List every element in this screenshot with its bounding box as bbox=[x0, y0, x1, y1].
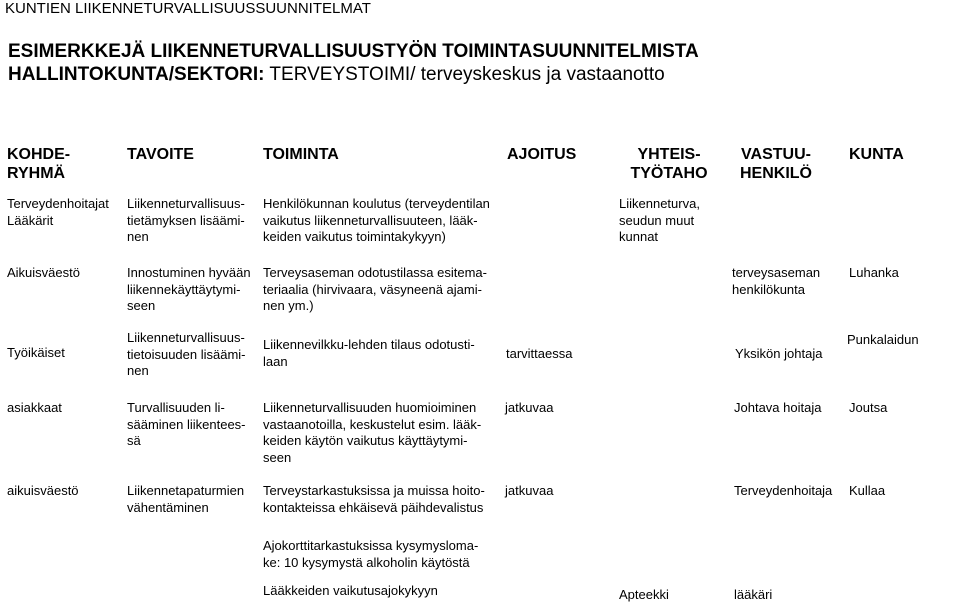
row1-toiminta: Henkilökunnan koulutus (terveydentilan vaikutus liikenneturvallisuuteen, lääk- keiden vaikutus toimintakykyyn) bbox=[263, 196, 490, 244]
row3-tavoite: Liikenneturvallisuus- tietoisuuden lisäämi- nen bbox=[127, 330, 246, 378]
row4-vastuuhenkilo: Johtava hoitaja bbox=[734, 400, 822, 415]
header-ajoitus: AJOITUS bbox=[507, 146, 577, 163]
row2-kohderyhma: Aikuisväestö bbox=[7, 265, 80, 280]
document-title: ESIMERKKEJÄ LIIKENNETURVALLISUUSTYÖN TOIMINTASUUNNITELMISTA bbox=[8, 41, 699, 62]
row5-vastuuhenkilo-3: lääkäri bbox=[734, 587, 773, 602]
row4-toiminta: Liikenneturvallisuuden huomioiminen vastaanotoilla, keskustelut esim. lääk- keiden käytön vaikutus käyttäytymi- seen bbox=[263, 400, 482, 465]
row2-tavoite: Innostuminen hyvään liikennekäyttäytymi- seen bbox=[127, 265, 251, 313]
row2-toiminta: Terveysaseman odotustilassa esitema- teriaalia (hirvivaara, väsyneenä ajami- nen ym.) bbox=[263, 265, 487, 313]
row5-toiminta-3: Lääkkeiden vaikutusajokykyyn bbox=[263, 583, 438, 598]
header-vastuuhenkilo: VASTUU- HENKILÖ bbox=[740, 146, 812, 182]
header-yhteistyotaho: YHTEIS- TYÖTAHO bbox=[630, 146, 708, 182]
row5-toiminta-2: Ajokorttitarkastuksissa kysymysloma- ke: 10 kysymystä alkoholin käytöstä bbox=[263, 538, 479, 570]
row2-kunta: Luhanka bbox=[849, 265, 899, 280]
row1-tavoite: Liikenneturvallisuus- tietämyksen lisäämi- nen bbox=[127, 196, 245, 244]
row1-yhteistyotaho: Liikenneturva, seudun muut kunnat bbox=[619, 196, 700, 244]
row5-ajoitus: jatkuvaa bbox=[505, 483, 554, 498]
row5-yhteistyotaho-3: Apteekki bbox=[619, 587, 669, 602]
row3-toiminta: Liikennevilkku-lehden tilaus odotusti- laan bbox=[263, 337, 475, 369]
row1-kohderyhma: Terveydenhoitajat Lääkärit bbox=[7, 196, 109, 228]
row5-kunta: Kullaa bbox=[849, 483, 886, 498]
row2-vastuuhenkilo: terveysaseman henkilökunta bbox=[732, 265, 821, 297]
row3-kunta: Punkalaidun bbox=[847, 332, 919, 347]
header-kohderyhma: KOHDE- RYHMÄ bbox=[7, 146, 71, 182]
row5-toiminta: Terveystarkastuksissa ja muissa hoito- kontakteissa ehkäisevä päihdevalistus bbox=[263, 483, 485, 515]
row3-ajoitus: tarvittaessa bbox=[506, 346, 573, 361]
row5-tavoite: Liikennetapaturmien vähentäminen bbox=[127, 483, 245, 515]
header-kunta: KUNTA bbox=[849, 146, 904, 163]
header-toiminta: TOIMINTA bbox=[263, 146, 339, 163]
header-tavoite: TAVOITE bbox=[127, 146, 194, 163]
row4-kunta: Joutsa bbox=[849, 400, 888, 415]
row4-kohderyhma: asiakkaat bbox=[7, 400, 62, 415]
subtitle-label: HALLINTOKUNTA/SEKTORI: bbox=[8, 64, 265, 85]
row3-vastuuhenkilo: Yksikön johtaja bbox=[735, 346, 823, 361]
row5-vastuuhenkilo: Terveydenhoitaja bbox=[734, 483, 833, 498]
row3-kohderyhma: Työikäiset bbox=[7, 345, 65, 360]
row4-ajoitus: jatkuvaa bbox=[505, 400, 554, 415]
document-subtitle bbox=[8, 64, 665, 86]
document-header: KUNTIEN LIIKENNETURVALLISUUSSUUNNITELMAT bbox=[5, 0, 371, 17]
subtitle-value: TERVEYSTOIMI/ terveyskeskus ja vastaanotto bbox=[264, 64, 665, 85]
row5-kohderyhma: aikuisväestö bbox=[7, 483, 79, 498]
row4-tavoite: Turvallisuuden li- sääminen liikentees- sä bbox=[127, 400, 246, 448]
